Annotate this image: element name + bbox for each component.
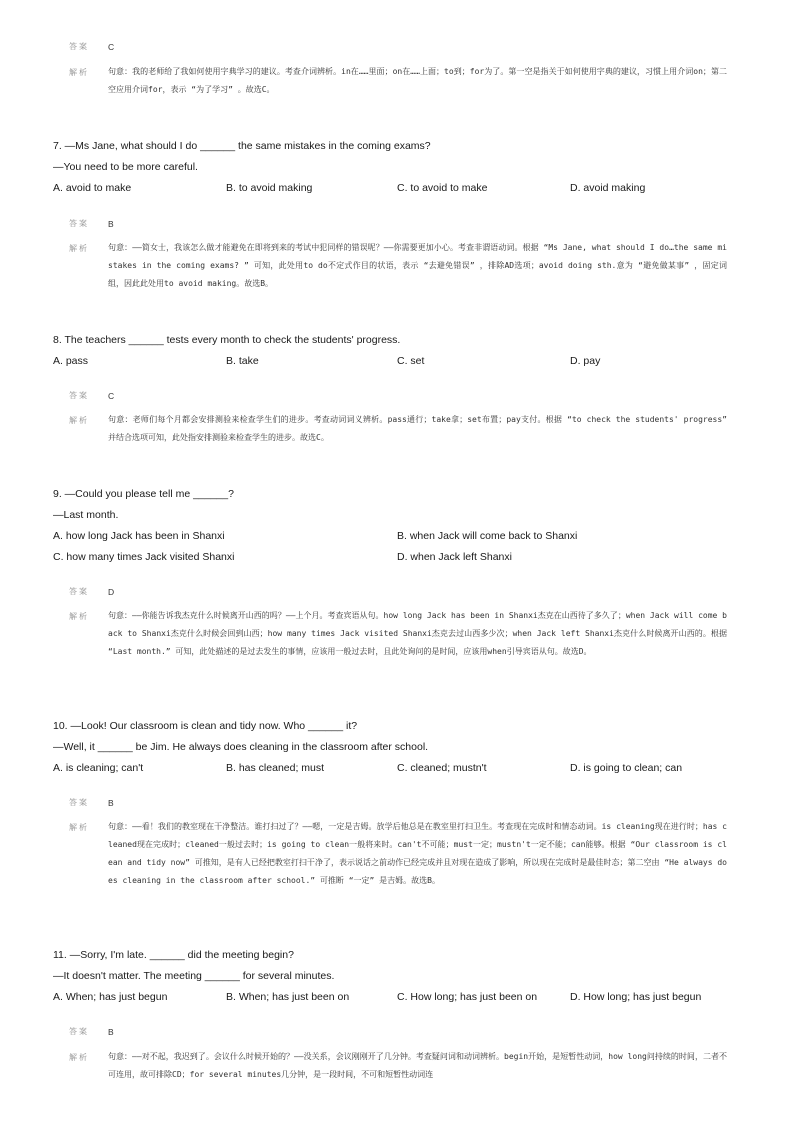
question-stem: 10. —Look! Our classroom is clean and tidy now. Who ______ it?: [53, 720, 358, 732]
answer-value: C: [108, 42, 115, 52]
option-b: B. to avoid making: [226, 182, 313, 194]
option-a: A. pass: [53, 355, 89, 367]
option-c: C. How long; has just been on: [397, 991, 538, 1003]
analysis-text: 句意：——对不起，我迟到了。会议什么时候开始的？——没关系，会议刚刚开了几分钟。考查疑问词和动词辨析。begin开始，是短暂性动词，how long问持续的时间，二者不可连用，故可排除CD；for several minutes几分钟，是一段时间，不可和短暂性动词连: [108, 1052, 727, 1079]
answer-value: C: [108, 391, 115, 401]
analysis-text: 句意：老师们每个月都会安排测验来检查学生们的进步。考查动词词义辨析。pass通行；take拿；set布置；pay支付。根据 “to check the students' progress” 并结合选项可知，此处指安排测验来检查学生的进步。故选C。: [108, 415, 727, 442]
question-stem: —Well, it ______ be Jim. He always does cleaning in the classroom after school.: [53, 741, 429, 753]
option-d: D. is going to clean; can: [570, 762, 683, 774]
question-stem: 7. —Ms Jane, what should I do ______ the same mistakes in the coming exams?: [53, 140, 431, 152]
option-c: C. set: [397, 355, 425, 367]
question-stem: —It doesn't matter. The meeting ______ for several minutes.: [53, 970, 335, 982]
answer-label: 答案: [69, 391, 89, 400]
option-c: C. how many times Jack visited Shanxi: [53, 551, 235, 563]
answer-label: 答案: [69, 1027, 89, 1036]
option-c: C. to avoid to make: [397, 182, 488, 194]
option-d: D. How long; has just begun: [570, 991, 702, 1003]
option-b: B. take: [226, 355, 259, 367]
question-stem: —Last month.: [53, 509, 119, 521]
analysis-label: 解析: [69, 612, 89, 621]
analysis-label: 解析: [69, 823, 89, 832]
option-b: B. has cleaned; must: [226, 762, 325, 774]
option-a: A. When; has just begun: [53, 991, 168, 1003]
question-stem: 8. The teachers ______ tests every month to check the students' progress.: [53, 334, 401, 346]
option-b: B. when Jack will come back to Shanxi: [397, 530, 578, 542]
analysis-label: 解析: [69, 244, 89, 253]
option-c: C. cleaned; mustn't: [397, 762, 487, 774]
option-a: A. is cleaning; can't: [53, 762, 144, 774]
answer-value: B: [108, 219, 114, 229]
analysis-text: 句意：我的老师给了我如何使用字典学习的建议。考查介词辨析。in在……里面；on在……上面；to到；for为了。第一空是指关于如何使用字典的建议，习惯上用介词on；第二空应用介词for，表示 “为了学习” 。故选C。: [108, 67, 727, 94]
option-a: A. avoid to make: [53, 182, 132, 194]
answer-value: B: [108, 798, 114, 808]
answer-label: 答案: [69, 42, 89, 51]
answer-value: D: [108, 587, 115, 597]
answer-label: 答案: [69, 587, 89, 596]
analysis-text: 句意：——你能告诉我杰克什么时候离开山西的吗？——上个月。考查宾语从句。how long Jack has been in Shanxi杰克在山西待了多久了；when Jack will come back to Shanxi杰克什么时候会回到山西；how many times Jack visited Shanxi杰克去过山西多少次；when Jack left Shanxi杰克什么时候离开山西的。根据 “Last month.” 可知，此处描述的是过去发生的事情，应该用一般过去时，且此处询问的是时间，应该用when引导宾语从句。故选D。: [108, 611, 727, 656]
option-d: D. avoid making: [570, 182, 646, 194]
analysis-text: 句意：——简女士，我该怎么做才能避免在即将到来的考试中犯同样的错误呢？——你需要更加小心。考查非谓语动词。根据 “Ms Jane, what should I do…the same mistakes in the coming exams? ” 可知，此处用to do不定式作目的状语，表示 “去避免错误” ，排除AD选项；avoid doing sth.意为 “避免做某事” ，固定词组，因此此处用to avoid making。故选B。: [108, 243, 727, 288]
analysis-text: 句意：——看！我们的教室现在干净整洁。谁打扫过了？——嗯，一定是吉姆。放学后他总是在教室里打扫卫生。考查现在完成时和情态动词。is cleaning现在进行时；has cleaned现在完成时；cleaned一般过去时；is going to clean一般将来时。can't不可能；must一定；mustn't一定不能；can能够。根据 “Our classroom is clean and tidy now” 可推知，是有人已经把教室打扫干净了，表示说话之前动作已经完成并且对现在造成了影响，所以现在完成时是最佳时态；第二空由 “He always does cleaning in the classroom after school.” 可推断 “一定” 是吉姆。故选B。: [108, 822, 727, 885]
option-d: D. when Jack left Shanxi: [397, 551, 512, 563]
analysis-label: 解析: [69, 68, 89, 77]
answer-value: B: [108, 1027, 114, 1037]
option-d: D. pay: [570, 355, 601, 367]
question-stem: —You need to be more careful.: [53, 161, 198, 173]
option-b: B. When; has just been on: [226, 991, 350, 1003]
answer-label: 答案: [69, 219, 89, 228]
analysis-label: 解析: [69, 1053, 89, 1062]
analysis-label: 解析: [69, 416, 89, 425]
answer-label: 答案: [69, 798, 89, 807]
option-a: A. how long Jack has been in Shanxi: [53, 530, 225, 542]
question-stem: 9. —Could you please tell me ______?: [53, 488, 234, 500]
question-stem: 11. —Sorry, I'm late. ______ did the meeting begin?: [53, 949, 294, 961]
